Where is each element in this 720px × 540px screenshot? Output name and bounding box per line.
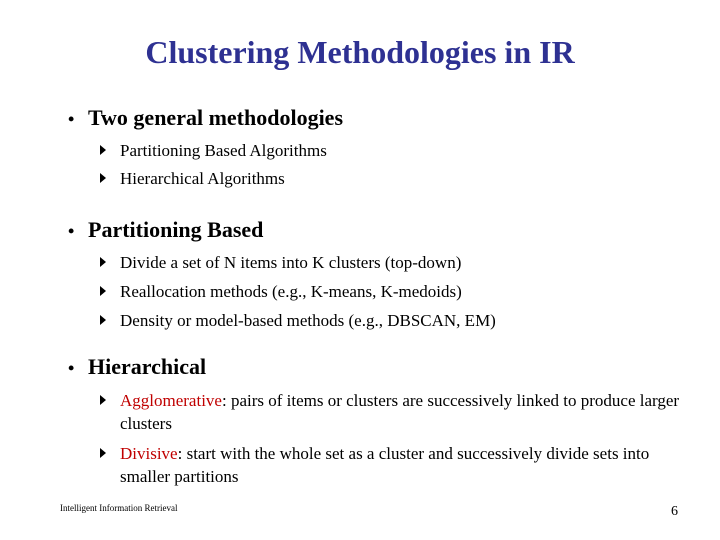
- arrow-right-icon: [100, 315, 106, 325]
- list-item: [100, 167, 680, 190]
- section-heading-text: Two general methodologies: [88, 105, 344, 130]
- section-heading: [68, 217, 263, 243]
- term-divisive: Divisive: [120, 444, 178, 463]
- list-item: [100, 309, 680, 332]
- term-description: : start with the whole set as a cluster and successively divide sets into smaller partitions: [120, 444, 650, 486]
- bullet-icon: •: [68, 221, 75, 241]
- arrow-right-icon: [100, 145, 106, 155]
- list-item-text: Density or model-based methods (e.g., DBSCAN, EM): [120, 311, 496, 330]
- footer-text: Intelligent Information Retrieval: [60, 503, 178, 513]
- arrow-right-icon: [100, 448, 106, 458]
- term-description: : pairs of items or clusters are successively linked to produce larger clusters: [120, 391, 680, 433]
- section-heading: [68, 105, 343, 131]
- list-item: [100, 442, 680, 488]
- list-item-text: [120, 389, 680, 435]
- arrow-right-icon: [100, 286, 106, 296]
- list-item: [100, 280, 680, 303]
- section-heading-text: Hierarchical: [88, 354, 207, 379]
- section-heading: [68, 354, 206, 380]
- arrow-right-icon: [100, 257, 106, 267]
- list-item-text: Hierarchical Algorithms: [120, 169, 285, 188]
- list-item-text: [120, 442, 680, 488]
- list-item: [100, 389, 680, 435]
- list-item: [100, 139, 680, 162]
- list-item-text: Divide a set of N items into K clusters (top-down): [120, 253, 462, 272]
- bullet-icon: •: [68, 109, 75, 129]
- page-number: 6: [671, 504, 678, 519]
- section-heading-text: Partitioning Based: [88, 217, 264, 242]
- slide-title: Clustering Methodologies in IR: [145, 34, 575, 70]
- term-agglomerative: Agglomerative: [120, 391, 222, 410]
- list-item-text: Partitioning Based Algorithms: [120, 141, 327, 160]
- arrow-right-icon: [100, 173, 106, 183]
- bullet-icon: •: [68, 358, 75, 378]
- list-item: [100, 251, 680, 274]
- arrow-right-icon: [100, 395, 106, 405]
- list-item-text: Reallocation methods (e.g., K-means, K-medoids): [120, 282, 462, 301]
